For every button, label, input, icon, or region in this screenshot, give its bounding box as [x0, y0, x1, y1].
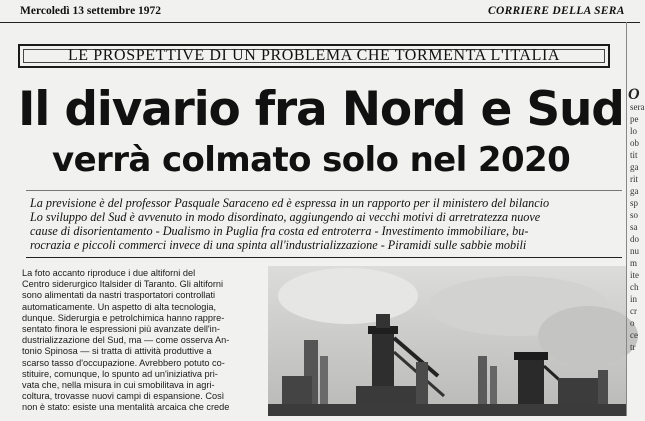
issue-date: Mercoledì 13 settembre 1972 [20, 5, 162, 17]
body-line: coltura, trovasse nuovi campi di espansione. Così [22, 391, 225, 402]
adjacent-fragment: ch [630, 282, 639, 292]
adjacent-fragment: sera [630, 102, 645, 112]
adjacent-fragment: ga [630, 162, 639, 172]
body-line: sono alimentati da nastri trasportatori controllati [22, 290, 216, 301]
body-line: scarso tasso d'occupazione. Avrebbero potuto co- [22, 357, 225, 368]
body-line: automaticamente. Un aspetto di alta tecnologia, [22, 301, 217, 312]
summary-line: La previsione è del professor Pasquale Saraceno ed è espressa in un rapporto per il ministero del bilancio [30, 196, 550, 210]
adjacent-fragment: so [630, 210, 639, 220]
adjacent-fragment: ite [630, 270, 639, 280]
headline-line-1: Il divario fra Nord e Sud [18, 82, 624, 137]
kicker-box [18, 44, 610, 68]
adjacent-fragment: o [630, 318, 635, 328]
body-line: non è stato: esiste una mentalità arcaica che crede [22, 402, 230, 413]
adjacent-column-initial: O [628, 86, 640, 103]
adjacent-fragment: tr [630, 342, 636, 352]
adjacent-fragment: do [630, 234, 639, 244]
adjacent-fragment: m [630, 258, 638, 268]
adjacent-fragment: in [630, 294, 638, 304]
body-line: stituire, comunque, lo spunto ad un'iniziativa pri- [22, 368, 218, 379]
body-line: Centro siderurgico Italsider di Taranto. Gli altiforni [22, 279, 224, 290]
summary-top-rule [26, 190, 622, 191]
body-line: dunque. Siderurgia e petrolchimica hanno rappre- [22, 312, 225, 323]
summary-line: cause di disorientamento - Dualismo in Puglia fra costa ed entroterra - Investimento immobiliare, bu- [30, 224, 529, 238]
adjacent-fragment: cr [630, 306, 637, 316]
steel-plant-photo [268, 266, 626, 416]
summary-line: Lo sviluppo del Sud è avvenuto in modo disordinato, aggiungendo ai vecchi motivi di arretratezza nuove [30, 210, 541, 224]
headline-line-2: verrà colmato solo nel 2020 [52, 140, 571, 180]
adjacent-fragment: rit [630, 174, 638, 184]
body-line: tonio Spinosa — si tratta di attività produttive a [22, 346, 212, 357]
body-line: sentato finora le espressioni più avanzate dell'in- [22, 324, 220, 335]
summary-bottom-rule [26, 257, 622, 258]
adjacent-fragment: sa [630, 222, 638, 232]
blast-furnace-image [268, 266, 626, 416]
adjacent-fragment: tit [630, 150, 638, 160]
summary [30, 196, 620, 252]
body-line: La foto accanto riproduce i due altiforni del [22, 268, 196, 278]
summary-line: rocrazia e piccoli commerci invece di una spinta all'industrializzazione - Piramidi sulle sabbie mobili [30, 238, 527, 252]
adjacent-fragment: pe [630, 114, 639, 124]
body-text-column [22, 268, 260, 414]
adjacent-fragment: lo [630, 126, 638, 136]
adjacent-fragment: ce [630, 330, 638, 340]
newspaper-name: CORRIERE DELLA SERA [488, 5, 625, 17]
body-line: dustrializzazione del Sud, ma — come osserva An- [22, 335, 230, 346]
kicker: LE PROSPETTIVE DI UN PROBLEMA CHE TORMENTA L'ITALIA [67, 47, 561, 64]
adjacent-fragment: ga [630, 186, 639, 196]
adjacent-fragment: sp [630, 198, 639, 208]
adjacent-fragment: nu [630, 246, 639, 256]
body-line: vata che, nella misura in cui smobilitava in agri- [22, 380, 215, 391]
adjacent-fragment: ob [630, 138, 639, 148]
masthead [0, 0, 640, 23]
